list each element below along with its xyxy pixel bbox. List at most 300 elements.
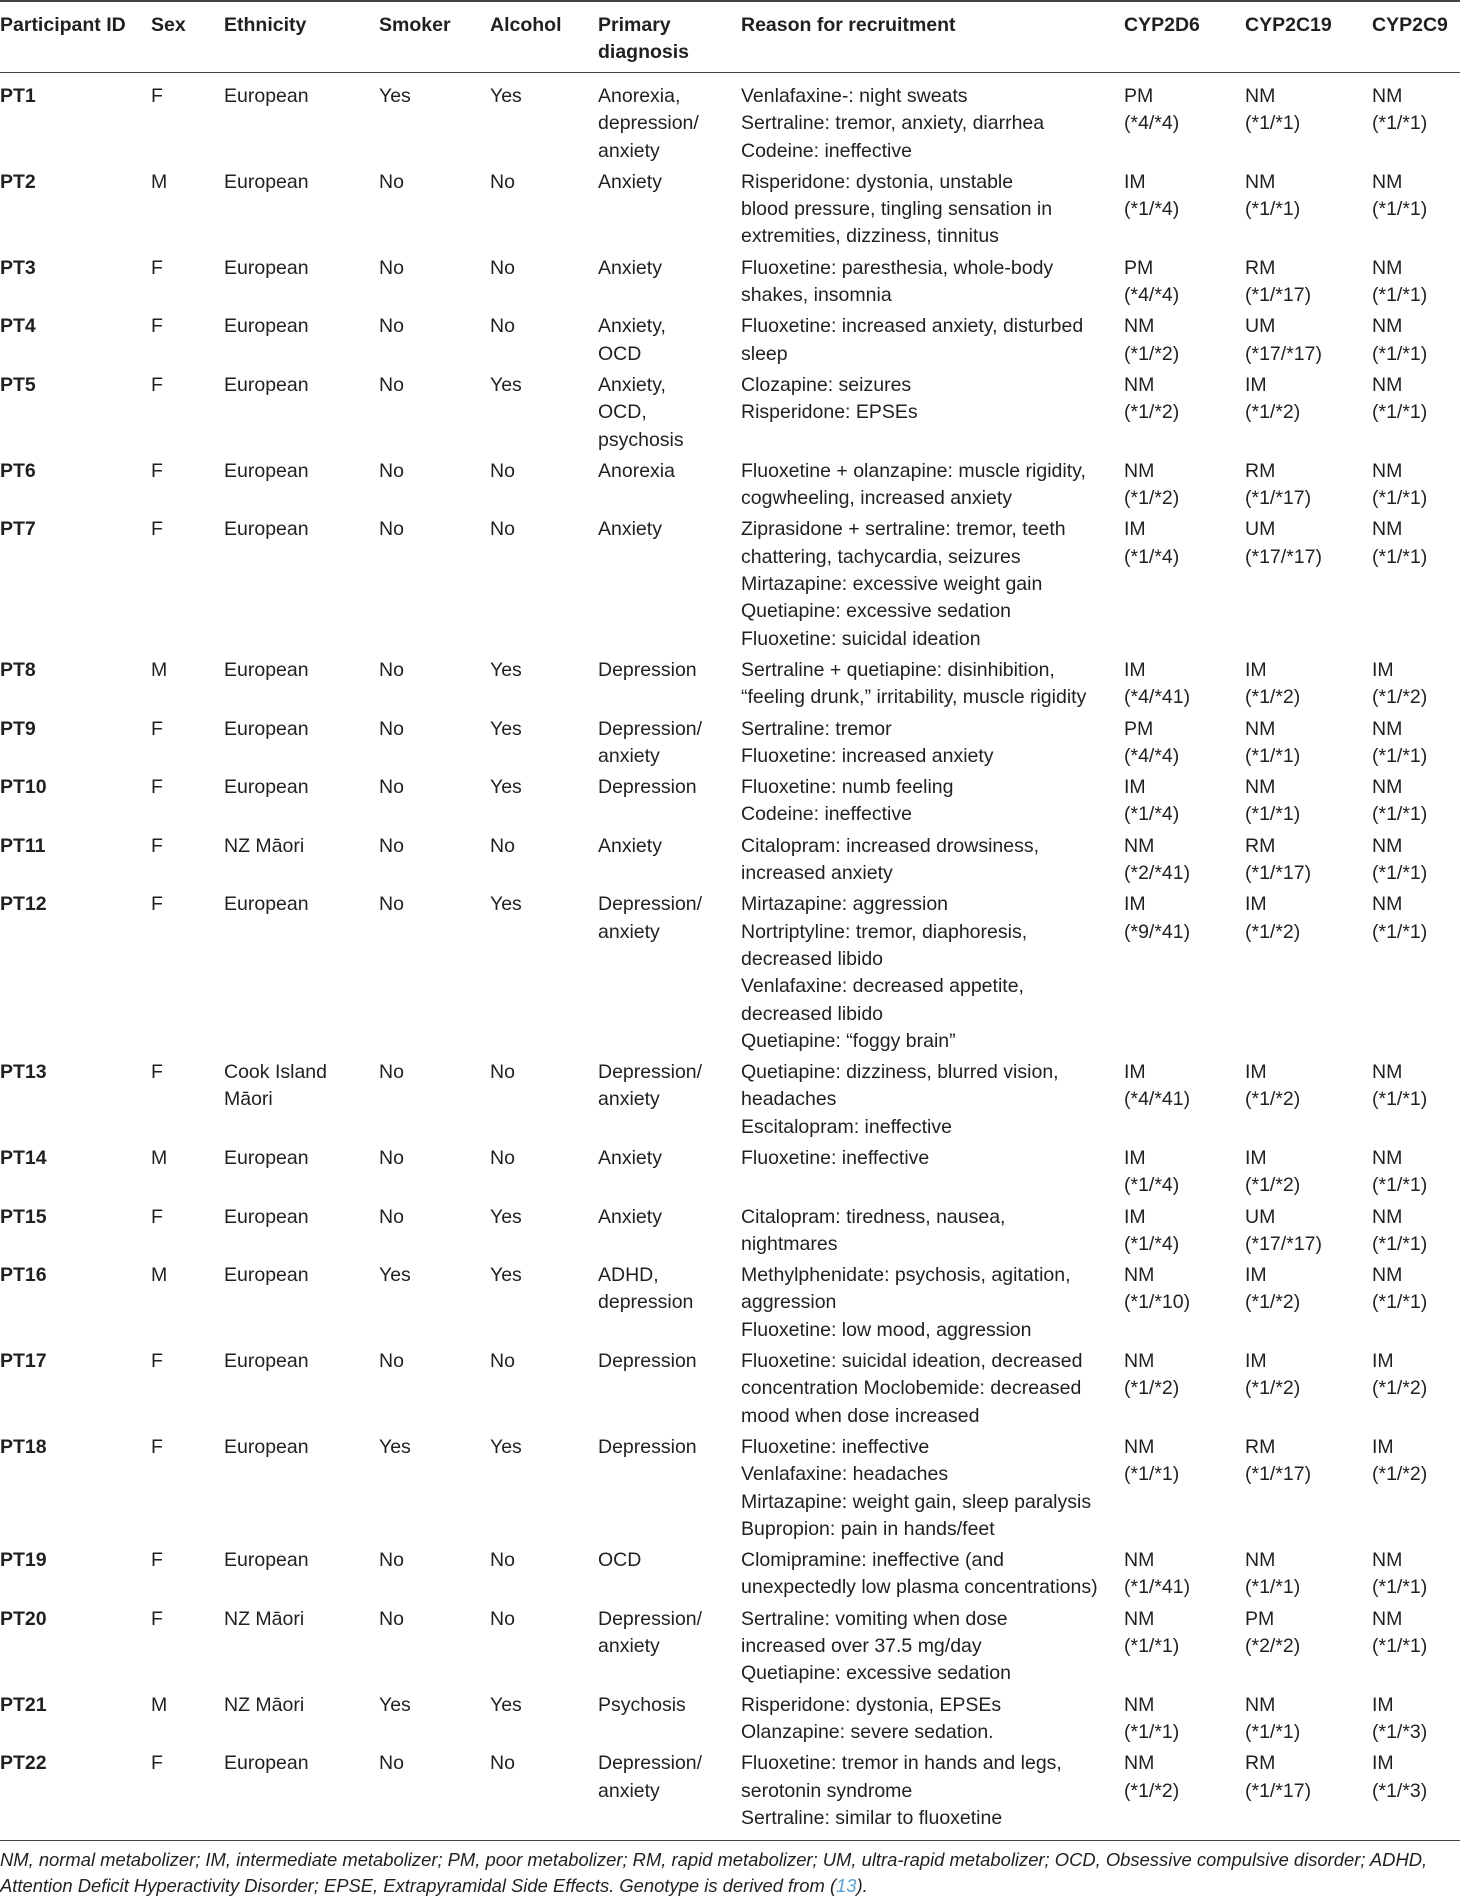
cell-cyp2c19 <box>1245 454 1372 513</box>
cell-alcohol: Yes <box>490 893 522 916</box>
cell-line: NM <box>1124 1350 1155 1373</box>
table-row <box>0 712 1460 771</box>
cell-participant-id: PT18 <box>0 1435 47 1458</box>
cell-line: (*1/*1) <box>1372 1088 1428 1111</box>
cell-line: Anxiety, <box>598 373 666 396</box>
cell-line: Nortriptyline: tremor, diaphoresis, <box>741 920 1028 943</box>
cell-line: NM <box>1124 1264 1155 1287</box>
cell-line: (*1/*10) <box>1124 1291 1191 1314</box>
cell-line: Citalopram: increased drowsiness, <box>741 834 1040 857</box>
cell-line: IM <box>1124 1146 1146 1169</box>
table-footnote <box>0 1841 1460 1899</box>
cell-line: Clozapine: seizures <box>741 373 912 396</box>
cell-sex: F <box>151 893 163 916</box>
cell-cyp2c9 <box>1372 887 1460 1055</box>
cell-line: European <box>224 518 309 541</box>
cell-line: Anxiety <box>598 1205 662 1228</box>
cell-ethnicity <box>224 1746 379 1840</box>
cell-primary-diagnosis <box>598 712 741 771</box>
cell-smoker: No <box>379 518 404 541</box>
cell-alcohol: Yes <box>490 1205 522 1228</box>
column-header-cyp2c9: CYP2C9 <box>1372 14 1448 36</box>
cell-cyp2d6 <box>1124 1055 1245 1141</box>
cell-line: Sertraline: vomiting when dose <box>741 1607 1008 1630</box>
cell-line: Fluoxetine: low mood, aggression <box>741 1318 1032 1341</box>
cell-line: PM <box>1124 256 1154 279</box>
cell-sex: F <box>151 85 163 107</box>
cell-smoker: No <box>379 1205 404 1228</box>
table-row <box>0 512 1460 652</box>
cell-line: OCD <box>598 342 642 365</box>
cell-line: (*1/*2) <box>1245 920 1301 943</box>
cell-line: IM <box>1372 1435 1394 1458</box>
table-row <box>0 251 1460 310</box>
cell-sex: F <box>151 834 163 857</box>
cell-line: (*4/*4) <box>1124 744 1180 767</box>
cell-line: OCD, <box>598 401 647 424</box>
cell-line: (*1/*1) <box>1372 1576 1428 1599</box>
cell-line: Mirtazapine: excessive weight gain <box>741 573 1043 596</box>
cell-cyp2c19 <box>1245 1258 1372 1344</box>
cell-cyp2d6 <box>1124 251 1245 310</box>
cell-line: nightmares <box>741 1232 838 1255</box>
table-row <box>0 454 1460 513</box>
table-row <box>0 653 1460 712</box>
cell-sex: M <box>151 170 168 193</box>
cell-cyp2c19 <box>1245 1543 1372 1602</box>
cell-cyp2c9 <box>1372 653 1460 712</box>
cell-cyp2c19 <box>1245 251 1372 310</box>
cell-line: IM <box>1124 1061 1146 1084</box>
cell-reason-for-recruitment <box>741 73 1124 165</box>
cell-line: (*1/*2) <box>1245 686 1301 709</box>
cell-line: IM <box>1245 373 1267 396</box>
cell-line: (*1/*4) <box>1124 1232 1180 1255</box>
cell-alcohol: No <box>490 1350 515 1373</box>
cell-cyp2c9 <box>1372 454 1460 513</box>
cell-line: sleep <box>741 342 788 365</box>
cell-alcohol: No <box>490 315 515 338</box>
cell-line: UM <box>1245 518 1276 541</box>
cell-line: (*17/*17) <box>1245 342 1322 365</box>
cell-sex: F <box>151 373 163 396</box>
cell-line: anxiety <box>598 744 660 767</box>
cell-primary-diagnosis <box>598 251 741 310</box>
cell-line: Sertraline: tremor, anxiety, diarrhea <box>741 112 1045 135</box>
cell-line: NM <box>1372 459 1403 482</box>
table-row <box>0 1141 1460 1200</box>
cell-cyp2c19 <box>1245 712 1372 771</box>
cell-line: (*1/*2) <box>1245 1174 1301 1197</box>
cell-line: (*1/*3) <box>1372 1720 1428 1743</box>
cell-line: Depression <box>598 658 697 681</box>
cell-line: NM <box>1245 85 1276 107</box>
cell-line: (*1/*1) <box>1372 198 1428 221</box>
cell-alcohol: No <box>490 1146 515 1169</box>
cell-line: Sertraline: similar to fluoxetine <box>741 1806 1003 1829</box>
cell-cyp2d6 <box>1124 887 1245 1055</box>
column-header-cyp2d6: CYP2D6 <box>1124 14 1200 36</box>
cell-line: European <box>224 85 309 107</box>
column-header-reason-for-recruitment: Reason for recruitment <box>741 14 956 36</box>
cell-line: Anxiety <box>598 1146 662 1169</box>
cell-line: NM <box>1372 893 1403 916</box>
cell-line: NM <box>1372 170 1403 193</box>
cell-reason-for-recruitment <box>741 165 1124 251</box>
cell-line: PM <box>1245 1607 1275 1630</box>
cell-ethnicity <box>224 309 379 368</box>
cell-line: NM <box>1124 1435 1155 1458</box>
cell-primary-diagnosis <box>598 165 741 251</box>
cell-smoker: No <box>379 170 404 193</box>
cell-primary-diagnosis <box>598 1055 741 1141</box>
cell-smoker: No <box>379 658 404 681</box>
cell-line: PM <box>1124 717 1154 740</box>
cell-cyp2c9 <box>1372 712 1460 771</box>
cell-line: (*1/*1) <box>1372 112 1428 135</box>
cell-sex: F <box>151 1205 163 1228</box>
table-row <box>0 1746 1460 1840</box>
cell-line: IM <box>1372 658 1394 681</box>
cell-line: (*1/*4) <box>1124 198 1180 221</box>
cell-line: Depression/ <box>598 893 703 916</box>
cell-line: Quetiapine: dizziness, blurred vision, <box>741 1061 1059 1084</box>
cell-ethnicity <box>224 1258 379 1344</box>
cell-line: (*1/*1) <box>1245 1576 1301 1599</box>
cell-primary-diagnosis <box>598 1602 741 1688</box>
cell-cyp2c9 <box>1372 1141 1460 1200</box>
cell-reason-for-recruitment <box>741 454 1124 513</box>
cell-sex: F <box>151 1549 163 1572</box>
table-row <box>0 165 1460 251</box>
cell-participant-id: PT4 <box>0 315 36 338</box>
cell-line: (*1/*1) <box>1372 862 1428 885</box>
table-row <box>0 887 1460 1055</box>
cell-line: Anorexia <box>598 459 675 482</box>
cell-reason-for-recruitment <box>741 770 1124 829</box>
cell-ethnicity <box>224 165 379 251</box>
cell-cyp2c19 <box>1245 165 1372 251</box>
cell-reason-for-recruitment <box>741 368 1124 454</box>
cell-line: NM <box>1372 1264 1403 1287</box>
cell-line: Fluoxetine: increased anxiety, disturbed <box>741 315 1084 338</box>
cell-line: Venlafaxine-: night sweats <box>741 85 968 107</box>
footnote-end: ). <box>856 1875 868 1897</box>
cell-line: Ziprasidone + sertraline: tremor, teeth <box>741 518 1066 541</box>
cell-alcohol: Yes <box>490 85 522 107</box>
cell-line: NM <box>1124 1752 1155 1775</box>
cell-line: (*1/*1) <box>1372 1635 1428 1658</box>
cell-reason-for-recruitment <box>741 829 1124 888</box>
cell-ethnicity <box>224 1688 379 1747</box>
cell-primary-diagnosis <box>598 368 741 454</box>
cell-line: NM <box>1245 776 1276 799</box>
cell-primary-diagnosis <box>598 309 741 368</box>
cell-line: psychosis <box>598 428 684 451</box>
cell-line: IM <box>1245 1061 1267 1084</box>
column-header-alcohol: Alcohol <box>490 14 562 36</box>
cell-cyp2d6 <box>1124 368 1245 454</box>
cell-smoker: No <box>379 1061 404 1084</box>
cell-sex: M <box>151 1693 168 1716</box>
cell-line: RM <box>1245 459 1276 482</box>
cell-sex: F <box>151 1435 163 1458</box>
cell-line: (*1/*17) <box>1245 487 1312 510</box>
cell-cyp2d6 <box>1124 1543 1245 1602</box>
cell-line: (*1/*1) <box>1245 1720 1301 1743</box>
cell-line: Quetiapine: excessive sedation <box>741 1662 1011 1685</box>
cell-line: (*9/*41) <box>1124 920 1191 943</box>
cell-line: NM <box>1245 1693 1276 1716</box>
cell-line: (*1/*1) <box>1124 1720 1180 1743</box>
cell-line: (*1/*1) <box>1372 744 1428 767</box>
cell-line: Risperidone: EPSEs <box>741 401 918 424</box>
table-header <box>0 1 1460 73</box>
cell-line: European <box>224 459 309 482</box>
cell-cyp2c9 <box>1372 1543 1460 1602</box>
cell-reason-for-recruitment <box>741 1344 1124 1430</box>
cell-cyp2c19 <box>1245 1688 1372 1747</box>
cell-primary-diagnosis <box>598 770 741 829</box>
cell-line: Depression/ <box>598 1061 703 1084</box>
cell-line: Depression/ <box>598 1607 703 1630</box>
cell-line: (*1/*2) <box>1372 1463 1428 1486</box>
cell-line: European <box>224 1264 309 1287</box>
cell-reason-for-recruitment <box>741 1602 1124 1688</box>
footnote-text: NM, normal metabolizer; IM, intermediate metabolizer; PM, poor metabolizer; RM, rapid metabolizer; UM, ultra-rapid metabolizer; OCD, Obsessive compulsive disorder; ADHD, Attention Deficit Hyperactivity Disorder; EPSE, Extrapyramidal Side Effects. Genotype is derived from ( <box>0 1849 1428 1897</box>
cell-line: IM <box>1124 518 1146 541</box>
cell-participant-id: PT9 <box>0 717 36 740</box>
cell-smoker: No <box>379 776 404 799</box>
cell-line: IM <box>1245 1264 1267 1287</box>
cell-line: European <box>224 1752 309 1775</box>
cell-line: Risperidone: dystonia, unstable <box>741 170 1014 193</box>
cell-cyp2c9 <box>1372 512 1460 652</box>
cell-smoker: No <box>379 373 404 396</box>
cell-cyp2c9 <box>1372 1055 1460 1141</box>
cell-ethnicity <box>224 1543 379 1602</box>
cell-line: Cook Island <box>224 1061 327 1084</box>
cell-line: (*1/*41) <box>1124 1576 1191 1599</box>
cell-line: chattering, tachycardia, seizures <box>741 545 1021 568</box>
cell-line: European <box>224 256 309 279</box>
cell-primary-diagnosis <box>598 1141 741 1200</box>
cell-line: decreased libido <box>741 947 884 970</box>
cell-line: European <box>224 315 309 338</box>
cell-line: decreased libido <box>741 1002 884 1025</box>
cell-line: NM <box>1372 776 1403 799</box>
cell-line: cogwheeling, increased anxiety <box>741 487 1013 510</box>
cell-smoker: Yes <box>379 1693 411 1716</box>
cell-line: European <box>224 1435 309 1458</box>
cell-cyp2d6 <box>1124 1344 1245 1430</box>
cell-line: increased anxiety <box>741 862 893 885</box>
cell-line: Sertraline: tremor <box>741 717 892 740</box>
cell-line: Sertraline + quetiapine: disinhibition, <box>741 658 1055 681</box>
cell-cyp2c9 <box>1372 1602 1460 1688</box>
cell-cyp2c19 <box>1245 770 1372 829</box>
cell-alcohol: Yes <box>490 373 522 396</box>
cell-ethnicity <box>224 1055 379 1141</box>
cell-line: anxiety <box>598 920 660 943</box>
cell-line: mood when dose increased <box>741 1404 980 1427</box>
cell-cyp2d6 <box>1124 309 1245 368</box>
cell-cyp2c9 <box>1372 309 1460 368</box>
cell-line: (*17/*17) <box>1245 545 1322 568</box>
cell-smoker: Yes <box>379 1264 411 1287</box>
column-header-sex: Sex <box>151 14 186 36</box>
cell-line: European <box>224 776 309 799</box>
cell-participant-id: PT16 <box>0 1264 47 1287</box>
cell-line: (*1/*3) <box>1372 1779 1428 1802</box>
cell-line: (*1/*2) <box>1372 1377 1428 1400</box>
cell-reason-for-recruitment <box>741 512 1124 652</box>
cell-line: Bupropion: pain in hands/feet <box>741 1517 995 1540</box>
cell-alcohol: Yes <box>490 1435 522 1458</box>
cell-reason-for-recruitment <box>741 1430 1124 1543</box>
cell-line: European <box>224 1205 309 1228</box>
cell-participant-id: PT22 <box>0 1752 47 1775</box>
cell-participant-id: PT14 <box>0 1146 47 1169</box>
cell-cyp2d6 <box>1124 829 1245 888</box>
cell-smoker: No <box>379 1607 404 1630</box>
cell-line: (*1/*1) <box>1245 112 1301 135</box>
cell-participant-id: PT21 <box>0 1693 47 1716</box>
cell-participant-id: PT19 <box>0 1549 47 1572</box>
cell-line: (*4/*41) <box>1124 686 1191 709</box>
cell-line: Fluoxetine: tremor in hands and legs, <box>741 1752 1062 1775</box>
cell-line: NM <box>1124 1549 1155 1572</box>
cell-participant-id: PT1 <box>0 85 36 107</box>
column-header-ethnicity: Ethnicity <box>224 14 307 36</box>
cell-reason-for-recruitment <box>741 1200 1124 1259</box>
table-body <box>0 73 1460 1841</box>
cell-reason-for-recruitment <box>741 1688 1124 1747</box>
cell-line: Depression/ <box>598 717 703 740</box>
cell-line: (*1/*2) <box>1124 1779 1180 1802</box>
cell-line: (*1/*2) <box>1245 1377 1301 1400</box>
cell-alcohol: No <box>490 170 515 193</box>
cell-line: Methylphenidate: psychosis, agitation, <box>741 1264 1071 1287</box>
cell-line: (*1/*1) <box>1245 198 1301 221</box>
cell-alcohol: No <box>490 1607 515 1630</box>
cell-line: (*1/*2) <box>1124 487 1180 510</box>
cell-line: Clomipramine: ineffective (and <box>741 1549 1005 1572</box>
cell-line: NM <box>1124 1693 1155 1716</box>
cell-line: Fluoxetine: suicidal ideation <box>741 627 981 650</box>
cell-cyp2c9 <box>1372 251 1460 310</box>
cell-line: IM <box>1124 170 1146 193</box>
cell-cyp2c9 <box>1372 1258 1460 1344</box>
cell-line: Olanzapine: severe sedation. <box>741 1720 994 1743</box>
cell-line: Anxiety, <box>598 315 666 338</box>
cell-line: NM <box>1372 1607 1403 1630</box>
cell-ethnicity <box>224 73 379 165</box>
cell-cyp2c9 <box>1372 1344 1460 1430</box>
cell-cyp2c19 <box>1245 653 1372 712</box>
cell-line: European <box>224 658 309 681</box>
cell-smoker: No <box>379 1752 404 1775</box>
cell-line: (*1/*1) <box>1372 284 1428 307</box>
cell-sex: F <box>151 459 163 482</box>
cell-cyp2d6 <box>1124 165 1245 251</box>
cell-cyp2c9 <box>1372 368 1460 454</box>
table-row <box>0 770 1460 829</box>
table-row <box>0 73 1460 165</box>
column-header-cyp2c19: CYP2C19 <box>1245 14 1332 36</box>
cell-cyp2c9 <box>1372 73 1460 165</box>
column-header-participant-id: Participant ID <box>0 14 126 36</box>
cell-line: depression <box>598 1291 694 1314</box>
cell-line: Māori <box>224 1088 273 1111</box>
cell-primary-diagnosis <box>598 73 741 165</box>
cell-cyp2d6 <box>1124 454 1245 513</box>
cell-cyp2c19 <box>1245 1141 1372 1200</box>
cell-line: headaches <box>741 1088 837 1111</box>
cell-line: (*1/*1) <box>1372 1291 1428 1314</box>
cell-reason-for-recruitment <box>741 653 1124 712</box>
cell-line: NM <box>1372 1061 1403 1084</box>
cell-line: (*1/*1) <box>1372 342 1428 365</box>
cell-line: Fluoxetine: ineffective <box>741 1435 930 1458</box>
cell-line: IM <box>1245 1146 1267 1169</box>
cell-line: anxiety <box>598 1088 660 1111</box>
cell-line: RM <box>1245 1435 1276 1458</box>
cell-reason-for-recruitment <box>741 1746 1124 1840</box>
cell-ethnicity <box>224 512 379 652</box>
cell-alcohol: Yes <box>490 717 522 740</box>
cell-line: extremities, dizziness, tinnitus <box>741 225 999 248</box>
cell-smoker: No <box>379 1146 404 1169</box>
cell-cyp2c19 <box>1245 309 1372 368</box>
cell-line: PM <box>1124 85 1154 107</box>
cell-smoker: Yes <box>379 85 411 107</box>
table-row <box>0 829 1460 888</box>
cell-primary-diagnosis <box>598 829 741 888</box>
cell-line: depression/ <box>598 112 699 135</box>
cell-cyp2c19 <box>1245 512 1372 652</box>
cell-alcohol: Yes <box>490 1693 522 1716</box>
cell-line: (*1/*2) <box>1372 686 1428 709</box>
cell-line: NZ Māori <box>224 834 305 857</box>
cell-cyp2c19 <box>1245 1602 1372 1688</box>
cell-line: IM <box>1124 1205 1146 1228</box>
cell-line: (*1/*2) <box>1245 1088 1301 1111</box>
cell-ethnicity <box>224 1141 379 1200</box>
cell-line: IM <box>1124 893 1146 916</box>
cell-line: IM <box>1372 1350 1394 1373</box>
cell-line: (*4/*4) <box>1124 284 1180 307</box>
cell-participant-id: PT6 <box>0 459 36 482</box>
cell-line: (*1/*2) <box>1124 342 1180 365</box>
cell-line: Psychosis <box>598 1693 686 1716</box>
footnote-reference-link[interactable]: 13 <box>836 1875 857 1897</box>
cell-participant-id: PT15 <box>0 1205 47 1228</box>
cell-line: Fluoxetine + olanzapine: muscle rigidity, <box>741 459 1086 482</box>
cell-ethnicity <box>224 454 379 513</box>
cell-cyp2c19 <box>1245 73 1372 165</box>
cell-participant-id: PT11 <box>0 834 46 857</box>
table-row <box>0 1688 1460 1747</box>
cell-cyp2c19 <box>1245 829 1372 888</box>
cell-cyp2c9 <box>1372 165 1460 251</box>
cell-cyp2d6 <box>1124 1141 1245 1200</box>
cell-participant-id: PT17 <box>0 1350 47 1373</box>
cell-line: “feeling drunk,” irritability, muscle rigidity <box>741 686 1087 709</box>
cell-line: Depression/ <box>598 1752 703 1775</box>
cell-ethnicity <box>224 1344 379 1430</box>
cell-line: Citalopram: tiredness, nausea, <box>741 1205 1006 1228</box>
